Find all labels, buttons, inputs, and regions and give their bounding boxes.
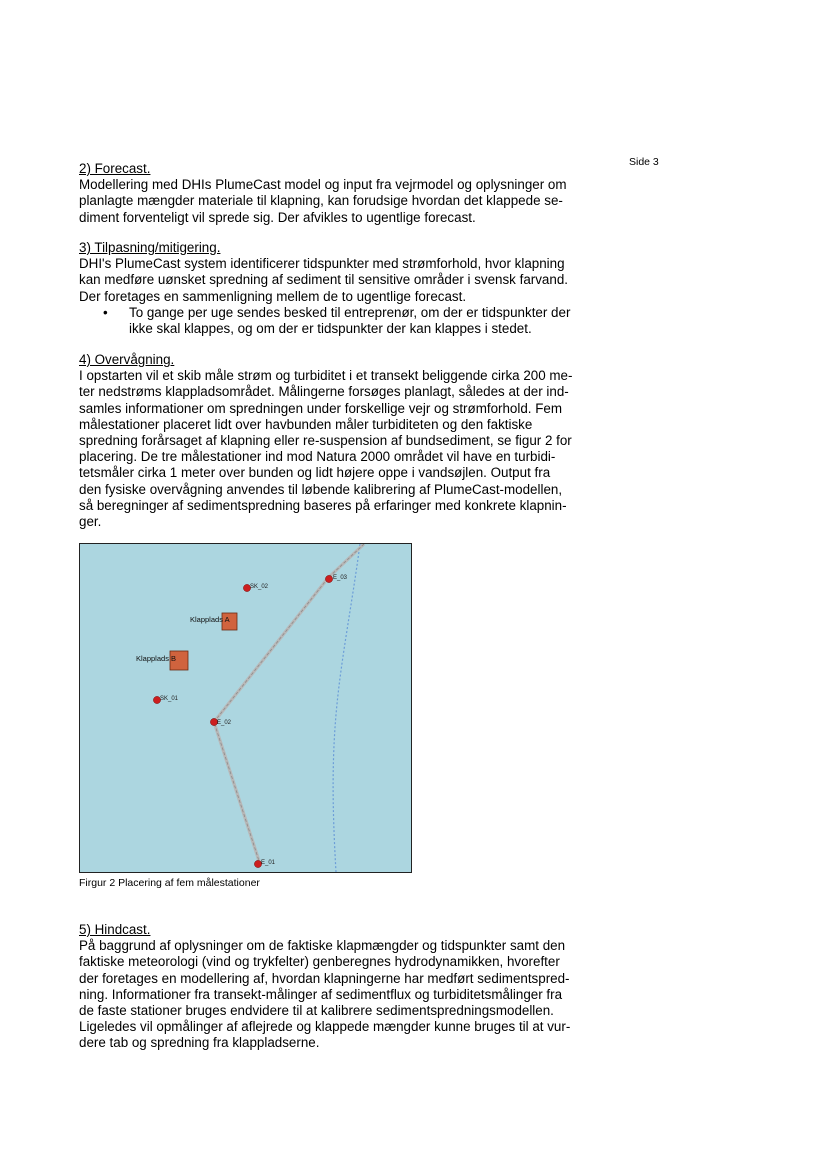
bullet-icon: • xyxy=(103,304,108,320)
station-e03-label: E_03 xyxy=(333,575,348,581)
bullet-line: To gange per uge sendes besked til entreprenør, om der er tidspunkter der xyxy=(129,304,571,320)
paragraph-line: placering. De tre målestationer ind mod Natura 2000 området vil have en turbidi- xyxy=(79,449,556,465)
section-heading: 2) Forecast. xyxy=(79,161,151,176)
section-heading: 4) Overvågning. xyxy=(79,352,175,367)
paragraph-line: spredning forårsaget af klapning eller re-suspension af bundsediment, se figur 2 for xyxy=(79,433,572,449)
paragraph-line: målestationer placeret lidt over havbunden måler turbiditeten og den faktiske xyxy=(79,416,533,432)
paragraph-line: tetsmåler cirka 1 meter over bunden og lidt højere oppe i vandsøjlen. Output fra xyxy=(79,465,551,481)
page-number: Side 3 xyxy=(629,156,659,168)
paragraph-line: samles informationer om spredningen under forskellige vejr og strømforhold. Fem xyxy=(79,400,563,416)
paragraph-line: ter nedstrøms klappladsområdet. Målingerne forsøges planlagt, således at der ind- xyxy=(79,384,569,400)
paragraph-line: dere tab og spredning fra klappladserne. xyxy=(79,1035,320,1051)
station-e03-marker xyxy=(325,575,332,582)
paragraph-line: DHI's PlumeCast system identificerer tidspunkter med strømforhold, hvor klapning xyxy=(79,256,565,272)
paragraph-line: ning. Informationer fra transekt-målinger af sedimentflux og turbiditetsmålinger fra xyxy=(79,986,563,1002)
paragraph-line: der foretages en modellering af, hvordan klapningerne har medført sedimentspred- xyxy=(79,970,570,986)
paragraph-line: faktiske meteorologi (vind og trykfelter) genberegnes hydrodynamikken, hvorefter xyxy=(79,954,560,970)
paragraph-line: diment forventeligt vil sprede sig. Der afvikles to ugentlige forecast. xyxy=(79,209,476,225)
klapplads-b-label: Klapplads B xyxy=(136,654,177,663)
paragraph-line: planlagte mængder materiale til klapning, kan forudsige hvordan det klappede se- xyxy=(79,193,563,209)
paragraph-line: Ligeledes vil opmålinger af aflejrede og klappede mængder kunne bruges til at vur- xyxy=(79,1019,571,1035)
paragraph-line: Modellering med DHIs PlumeCast model og input fra vejrmodel og oplysninger om xyxy=(79,177,567,193)
station-e01-label: E_01 xyxy=(261,860,276,866)
station-map xyxy=(79,543,412,873)
section-overvaagning xyxy=(79,352,599,530)
paragraph-line: Der foretages en sammenligning mellem de to ugentlige forecast. xyxy=(79,288,467,304)
klapplads-a-label: Klapplads A xyxy=(190,615,230,624)
paragraph-line: så beregninger af sedimentspredning baseres på erfaringer med konkrete klapnin- xyxy=(79,497,567,513)
station-e02-label: E_02 xyxy=(217,720,232,726)
station-sk02-label: SK_02 xyxy=(250,584,269,590)
section-forecast xyxy=(79,161,599,226)
figure-caption: Firgur 2 Placering af fem målestationer xyxy=(79,877,260,889)
paragraph-line: de faste stationer bruges endvidere til at kalibrere sedimentspredningsmodellen. xyxy=(79,1003,554,1019)
paragraph-line: På baggrund af oplysninger om de faktiske klapmængder og tidspunkter samt den xyxy=(79,938,566,954)
station-sk01-label: SK_01 xyxy=(160,696,179,702)
section-heading: 3) Tilpasning/mitigering. xyxy=(79,240,221,255)
bullet-item xyxy=(79,305,599,337)
bullet-line: ikke skal klappes, og om der er tidspunkter der kan klappes i stedet. xyxy=(129,321,532,337)
paragraph-line: kan medføre uønsket spredning af sediment til sensitive områder i svensk farvand. xyxy=(79,272,568,288)
paragraph-line: I opstarten vil et skib måle strøm og turbiditet i et transekt beliggende cirka 200 me- xyxy=(79,368,573,384)
paragraph-line: den fysiske overvågning anvendes til løbende kalibrering af PlumeCast-modellen, xyxy=(79,481,563,497)
station-map-canvas xyxy=(80,544,411,872)
section-heading: 5) Hindcast. xyxy=(79,922,151,937)
section-hindcast xyxy=(79,922,599,1052)
paragraph-line: ger. xyxy=(79,514,102,530)
section-tilpasning xyxy=(79,240,599,337)
